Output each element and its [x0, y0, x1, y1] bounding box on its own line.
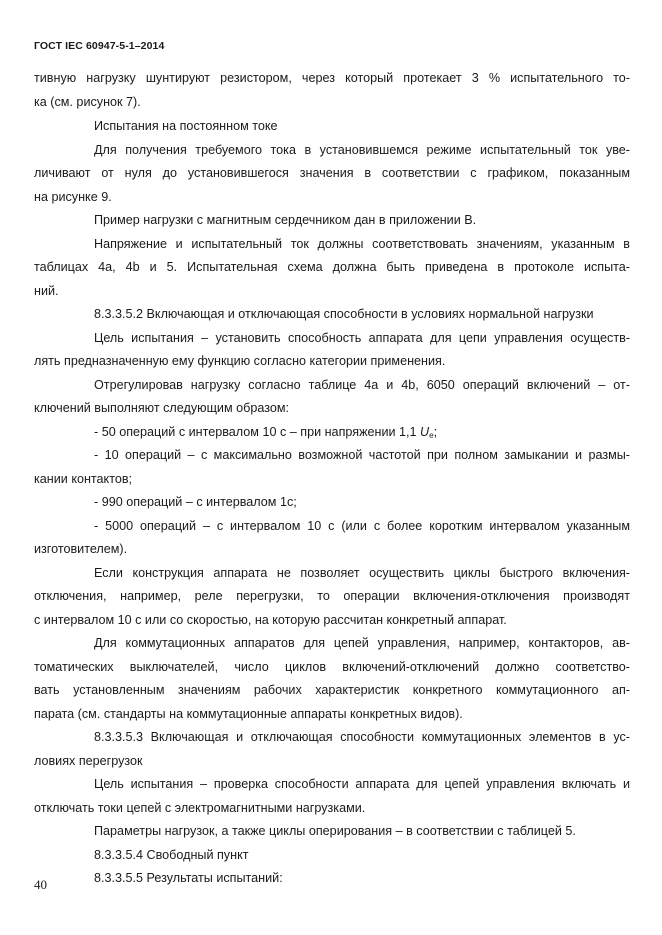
- text-line: кании контактов;: [34, 472, 133, 486]
- text-line: Отрегулировав нагрузку согласно таблице 4a и 4b, 6050 операций включений – от-: [94, 378, 630, 392]
- text-line: таблицах 4a, 4b и 5. Испытательная схема должна быть приведена в протоколе испыта-: [34, 260, 630, 274]
- text-line: томатических выключателей, число циклов включений-отключений должно соответство-: [34, 660, 630, 674]
- text-line: Цель испытания – установить способность аппарата для цепи управления осуществ-: [94, 331, 630, 345]
- text-line: Испытания на постоянном токе: [94, 119, 278, 133]
- text-line: Для коммутационных аппаратов для цепей управления, например, контакторов, ав-: [94, 636, 630, 650]
- list-item-tail: ;: [433, 425, 438, 439]
- text-line: отключать токи цепей с электромагнитными нагрузками.: [34, 801, 366, 815]
- list-item: [94, 424, 662, 444]
- text-line: вать установленным значениям рабочих характеристик конкретного коммутационного ап-: [34, 683, 630, 697]
- text-line: лять предназначенную ему функцию согласно категории применения.: [34, 354, 446, 368]
- list-item: - 10 операций – с максимально возможной частотой при полном замыкании и размы-: [94, 448, 630, 462]
- section-heading: 8.3.3.5.3 Включающая и отключающая способности коммутационных элементов в ус-: [94, 730, 630, 744]
- document-header: ГОСТ IEC 60947-5-1–2014: [34, 40, 165, 52]
- text-line: отключения, например, реле перегрузки, то операции включения-отключения производят: [34, 589, 630, 603]
- list-item: - 5000 операций – с интервалом 10 с (или с более коротким интервалом указанным: [94, 519, 630, 533]
- text-line: ключений выполняют следующим образом:: [34, 401, 289, 415]
- text-line: личивают от нуля до установившегося значения в соответствии с графиком, показанным: [34, 166, 630, 180]
- text-line: на рисунке 9.: [34, 190, 112, 204]
- section-heading: 8.3.3.5.5 Результаты испытаний:: [94, 871, 283, 885]
- text-line: Если конструкция аппарата не позволяет осуществить циклы быстрого включения-: [94, 566, 630, 580]
- text-line: ка (см. рисунок 7).: [34, 95, 141, 109]
- page-number: 40: [34, 877, 47, 892]
- text-line: тивную нагрузку шунтируют резистором, через который протекает 3 % испытательного то-: [34, 71, 630, 85]
- list-item: - 990 операций – с интервалом 1с;: [94, 495, 297, 509]
- list-item-text: - 50 операций с интервалом 10 с – при напряжении 1,1: [94, 425, 421, 439]
- section-heading: 8.3.3.5.4 Свободный пункт: [94, 848, 249, 862]
- text-line: Пример нагрузки с магнитным сердечником дан в приложении В.: [94, 213, 477, 227]
- text-line: ловиях перегрузок: [34, 754, 143, 768]
- text-line: с интервалом 10 с или со скоростью, на которую рассчитан конкретный аппарат.: [34, 613, 507, 627]
- section-heading: 8.3.3.5.2 Включающая и отключающая способности в условиях нормальной нагрузки: [94, 307, 594, 321]
- text-line: Напряжение и испытательный ток должны соответствовать значениям, указанным в: [94, 237, 630, 251]
- text-line: Параметры нагрузок, а также циклы оперирования – в соответствии с таблицей 5.: [94, 824, 576, 838]
- voltage-symbol: U: [420, 425, 430, 439]
- text-line: изготовителем).: [34, 542, 128, 556]
- text-line: ний.: [34, 284, 59, 298]
- voltage-subscript: e: [429, 431, 434, 440]
- text-line: Цель испытания – проверка способности аппарата для цепей управления включать и: [94, 777, 630, 791]
- text-line: Для получения требуемого тока в установившемся режиме испытательный ток уве-: [94, 143, 630, 157]
- text-line: парата (см. стандарты на коммутационные аппараты конкретных видов).: [34, 707, 463, 721]
